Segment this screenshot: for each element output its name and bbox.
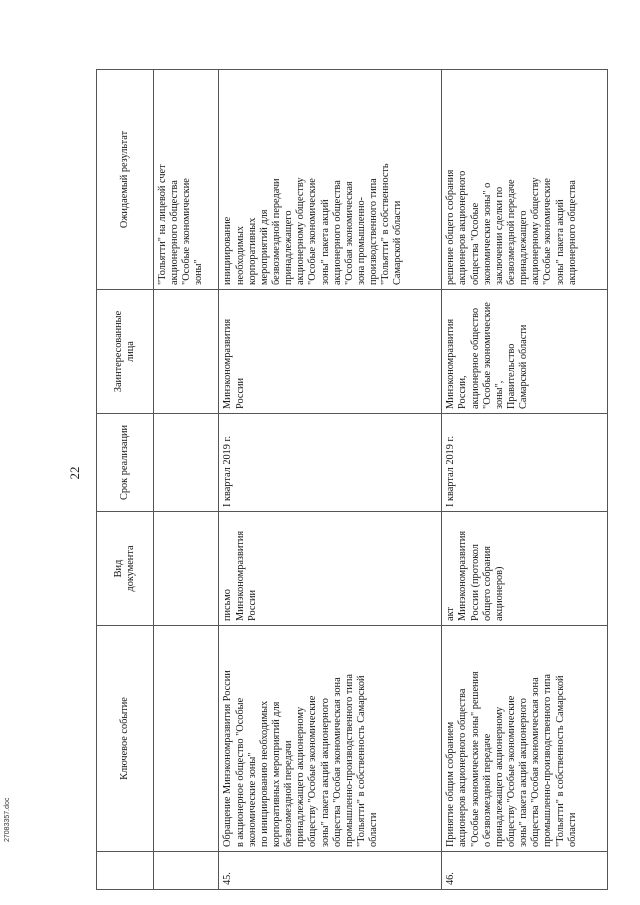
row-event-text: Обращение Минэкономразвития России в акционерное общество "Особые экономические зоны" по инициированию необходимых корпоративных мероприятий для безвозмездной передачи принадлежащего акционерному обществу "Особые экономические зоны" пакета акций акционерного общества "Особая экономическая зона промышленно-производственного типа "Тольятти" в собственность Самарской области	[222, 670, 380, 847]
measures-table	[96, 69, 608, 890]
row-event-text: Принятие общим собранием акционеров акционерного общества "Особые экономические зоны" решения о безвозмездной передаче принадлежащего акционерному обществу "Особые экономические зоны" пакета акций акционерного общества "Особая экономическая зона промышленно-производственного типа "Тольятти" в собственность Самарской области	[445, 671, 578, 847]
row-doc-type-text: письмо Минэкономразвития России	[222, 530, 258, 621]
row-term-text: I квартал 2019 г.	[222, 435, 234, 507]
row-result	[219, 70, 442, 290]
table-row-carryover	[154, 70, 219, 890]
row-event	[219, 626, 442, 852]
file-footer: 27083357.doc	[4, 797, 11, 842]
row-event	[442, 626, 608, 852]
row-term	[219, 414, 442, 512]
carry-result	[154, 70, 219, 290]
header-event-text: Ключевое событие	[118, 697, 130, 780]
header-doc-type	[97, 512, 154, 626]
row-num: 46.	[442, 852, 608, 890]
row-parties	[442, 290, 608, 414]
header-result	[97, 70, 154, 290]
rotated-table-wrapper	[96, 70, 608, 890]
row-num: 45.	[219, 852, 442, 890]
row-term-text: I квартал 2019 г.	[445, 435, 457, 507]
page-number: 22	[67, 466, 82, 480]
header-term-text: Срок реализации	[118, 424, 130, 501]
header-doc-type-text: Вид документа	[112, 545, 136, 592]
row-parties-text: Минэкономразвития России, акционерное общество "Особые экономические зоны", Правительство Самарской области	[445, 302, 530, 409]
table-row	[442, 70, 608, 890]
row-term	[442, 414, 608, 512]
row-parties	[219, 290, 442, 414]
row-parties-text: Минэкономразвития России	[222, 318, 246, 409]
row-result-text: решение общего собрания акционеров акционерного общества "Особые экономические зоны" о заключении сделки по безвозмездной передаче принадлежащего акционерному обществу "Особые экономические зоны" пакета акций акционерного общества	[445, 169, 578, 285]
row-result	[442, 70, 608, 290]
carry-term	[154, 414, 219, 512]
row-result-text: инициирование необходимых корпоративных мероприятий для безвозмездной передачи принадлежащего акционерному обществу "Особые экономические зоны" пакета акций акционерного общества "Особая экономическая зона промышленно- производственного типа "Тольятти" в собственность Самарской области	[222, 163, 404, 285]
carry-parties	[154, 290, 219, 414]
header-term	[97, 414, 154, 512]
header-event	[97, 626, 154, 852]
header-parties-text: Заинтересованные лица	[112, 310, 136, 393]
row-doc-type-text: акт Минэкономразвития России (протокол общего собрания акционеров)	[445, 530, 505, 621]
carry-result-text: "Тольятти" на лицевой счет акционерного общества "Особые экономические зоны"	[157, 164, 205, 285]
header-result-text: Ожидаемый результат	[118, 130, 130, 229]
carry-doc-type	[154, 512, 219, 626]
table-row	[219, 70, 442, 890]
carry-event	[154, 626, 219, 852]
header-parties	[97, 290, 154, 414]
header-row	[97, 70, 154, 890]
header-num	[97, 852, 154, 890]
carry-num	[154, 852, 219, 890]
row-doc-type	[442, 512, 608, 626]
row-doc-type	[219, 512, 442, 626]
